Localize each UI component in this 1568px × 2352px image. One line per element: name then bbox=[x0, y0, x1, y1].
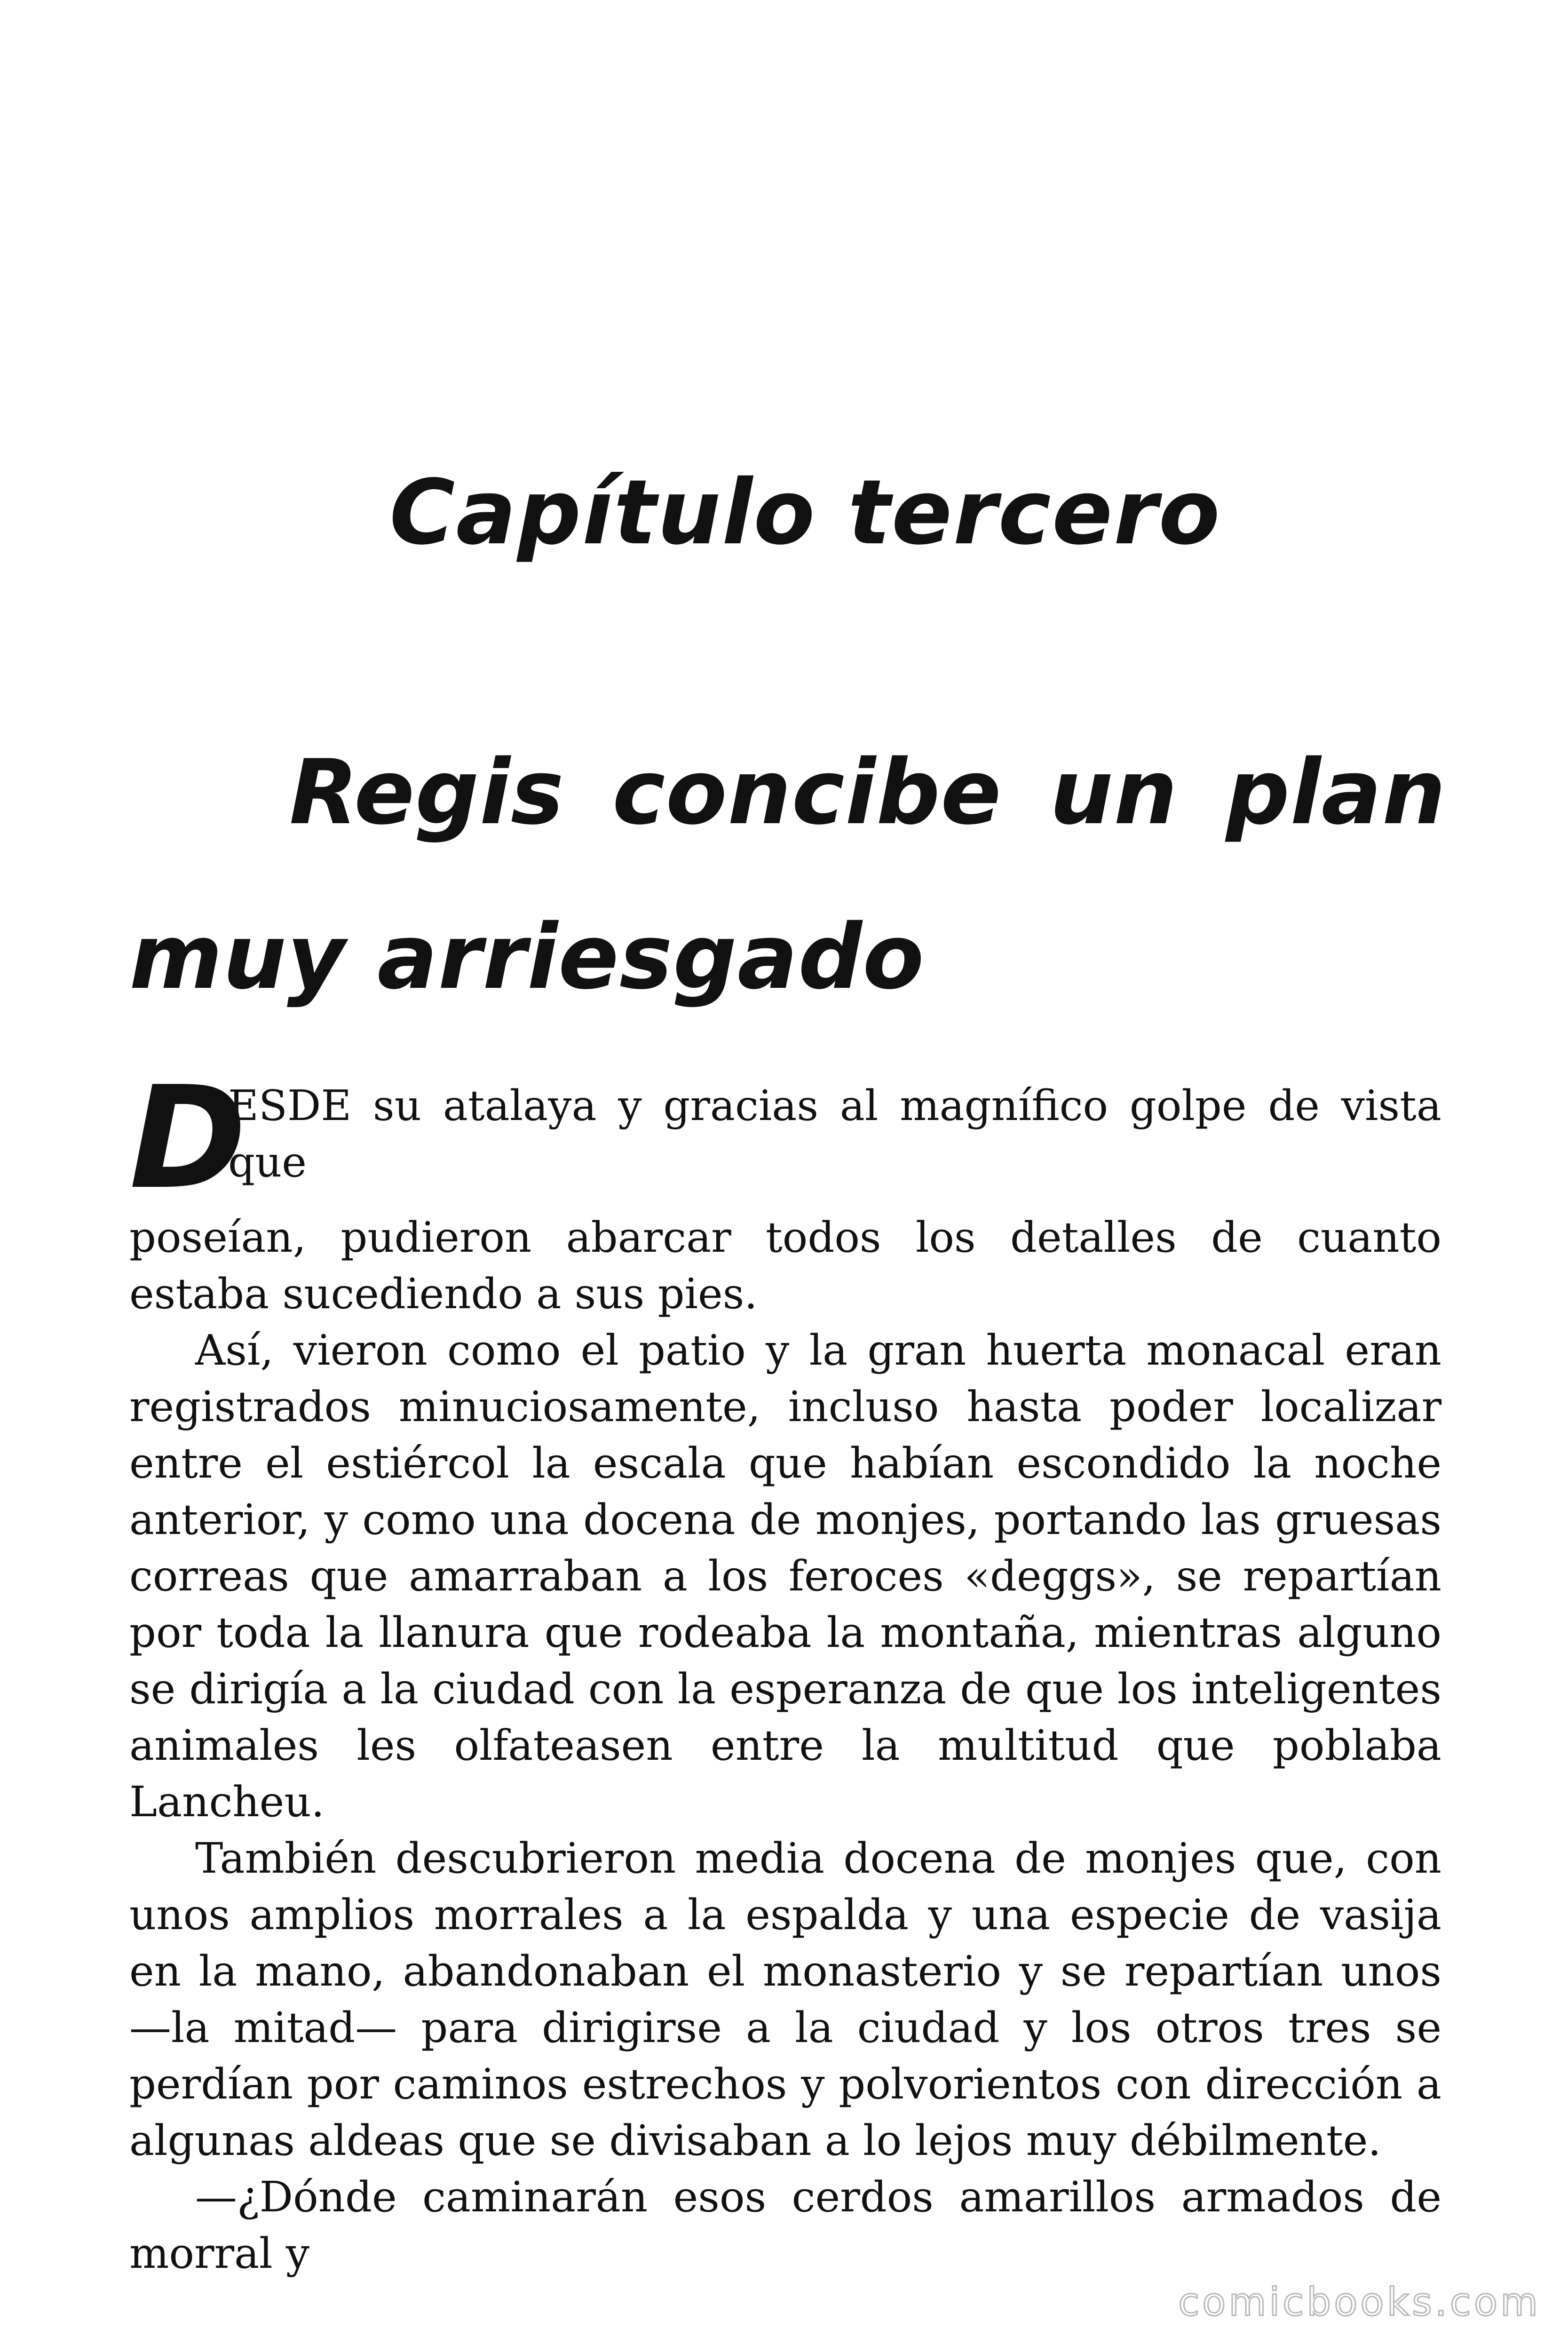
first-line bbox=[129, 1056, 1441, 1220]
drop-cap: D bbox=[129, 1056, 247, 1220]
paragraph: Así, vieron como el patio y la gran huerta monacal eran registrados minuciosamente, incluso hasta poder localizar entre el estiércol la escala que habían escondido la noche anterior, y como una docena de monjes, portando las gruesas correas que amarraban a los feroces «deggs», se repartían por toda la llanura que rodeaba la montaña, mientras alguno se dirigía a la ciudad con la esperanza de que los inteligentes animales les olfateasen entre la multitud que poblaba Lancheu. bbox=[129, 1326, 1441, 1826]
first-line-text: ESDE su atalaya y gracias al magnífico golpe de vista que bbox=[228, 1081, 1441, 1186]
body-text bbox=[129, 1056, 1441, 2281]
chapter-title: Regis concibe un plan muy arriesgado bbox=[129, 740, 1446, 1009]
watermark: comicbooks.com bbox=[1178, 2280, 1541, 2325]
paragraph: —¿Dónde caminarán esos cerdos amarillos armados de morral y bbox=[129, 2172, 1441, 2278]
chapter-label: Capítulo tercero bbox=[389, 461, 1221, 564]
first-paragraph-rest: poseían, pudieron abarcar todos los detalles de cuanto estaba sucediendo a sus pies. bbox=[129, 1213, 1441, 1318]
paragraph: También descubrieron media docena de monjes que, con unos amplios morrales a la espalda y una especie de vasija en la mano, abandonaban el monasterio y se repartían unos —la mitad— para dirigirse a la ciudad y los otros tres se perdían por caminos estrechos y polvorientos con dirección a algunas aldeas que se divisaban a lo lejos muy débilmente. bbox=[129, 1834, 1441, 2165]
first-paragraph bbox=[129, 1056, 1441, 1322]
